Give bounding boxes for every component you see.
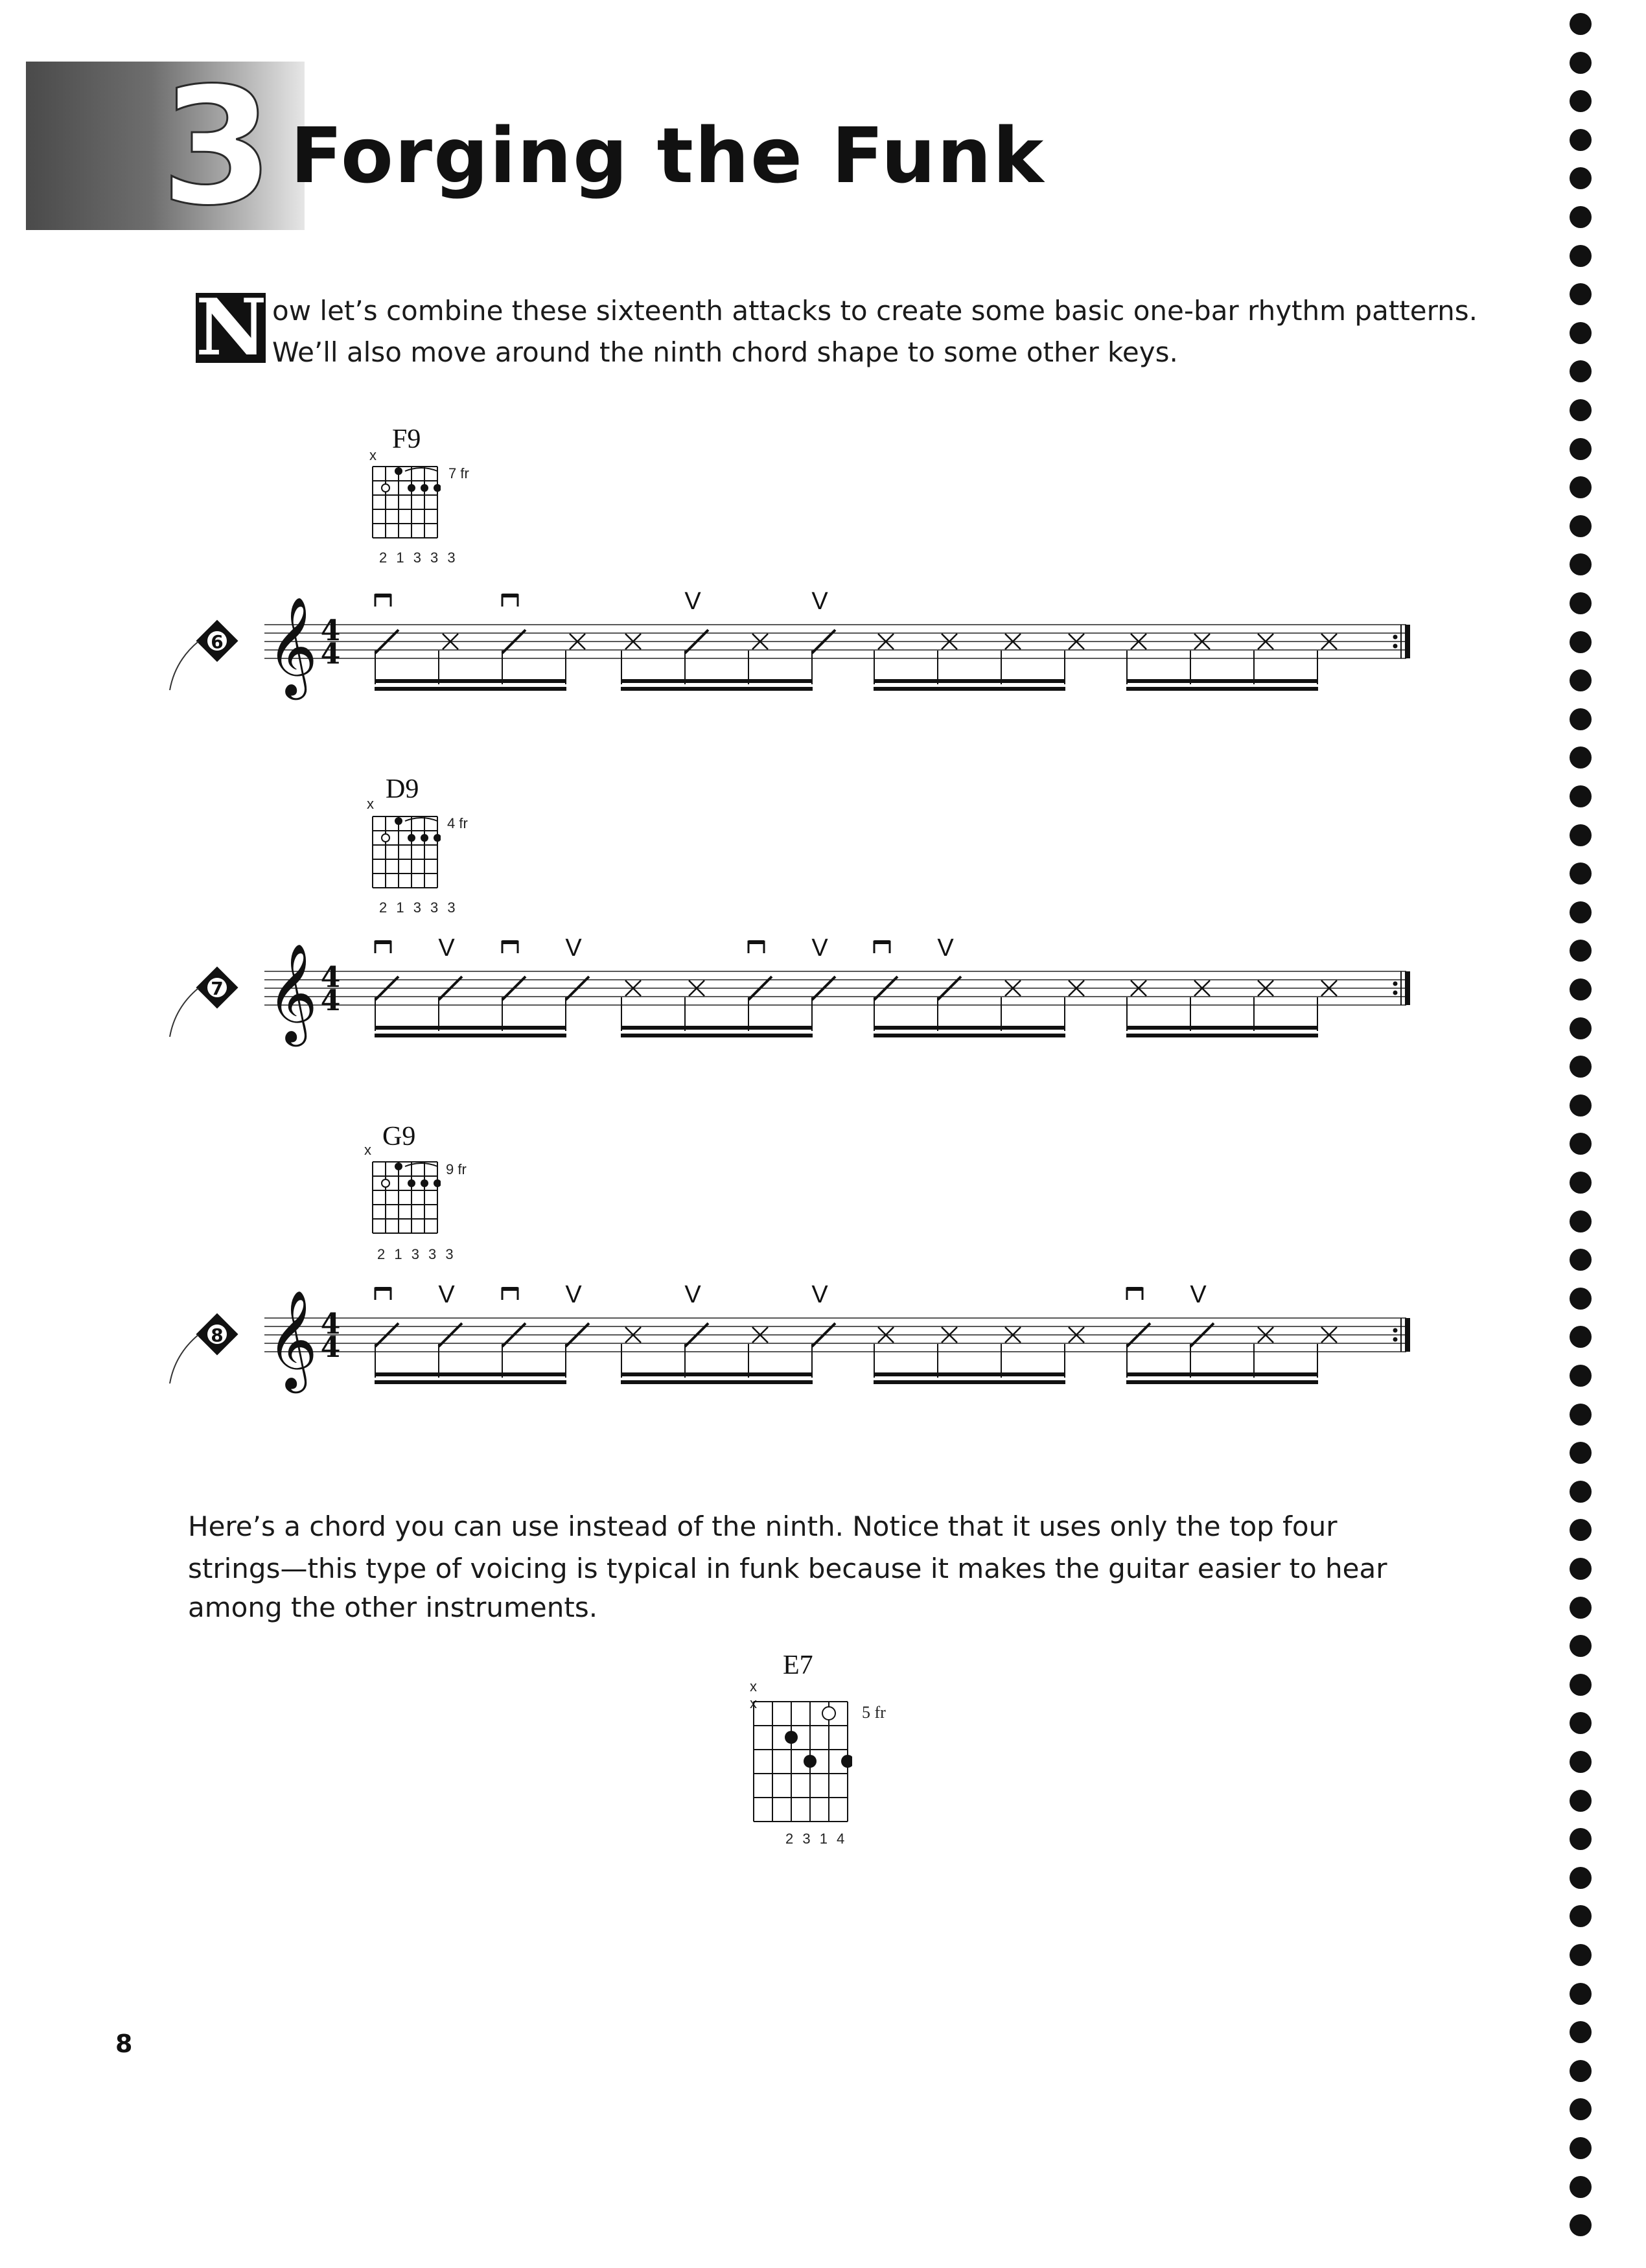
binding-hole	[1570, 1172, 1592, 1194]
spiral-binding	[1567, 13, 1603, 2262]
downstroke-mark	[502, 594, 518, 607]
binding-hole	[1570, 1983, 1592, 2005]
body-line-1: Here’s a chord you can use instead of the ninth. Notice that it uses only the top four	[188, 1510, 1338, 1542]
mute-mark: x	[369, 447, 377, 463]
rhythm-staff-example-8	[156, 1257, 1452, 1400]
sixteenth-beam	[375, 1026, 566, 1037]
binding-hole	[1570, 1790, 1592, 1812]
binding-hole	[1570, 1481, 1592, 1503]
binding-hole	[1570, 1210, 1592, 1232]
slash-note	[1190, 1323, 1214, 1378]
mute-marks: x x	[750, 1678, 759, 1711]
binding-hole	[1570, 901, 1592, 923]
time-signature-top: 4	[320, 614, 341, 647]
binding-hole	[1570, 13, 1592, 35]
binding-hole	[1570, 360, 1592, 382]
binding-hole	[1570, 1674, 1592, 1696]
slash-note	[685, 630, 708, 684]
binding-hole	[1570, 824, 1592, 846]
binding-hole	[1570, 167, 1592, 189]
downstroke-mark	[375, 940, 391, 953]
downstroke-mark	[1127, 1287, 1142, 1300]
binding-hole	[1570, 52, 1592, 74]
body-line-2: strings—this type of voicing is typical in funk because it makes the guitar easier to hear	[188, 1553, 1387, 1584]
example-number: 6	[211, 631, 224, 653]
binding-hole	[1570, 1597, 1592, 1619]
page-number: 8	[115, 2030, 133, 2058]
treble-clef: 𝄞	[267, 943, 318, 1043]
binding-hole	[1570, 1326, 1592, 1348]
slash-note	[566, 1323, 589, 1378]
svg-text:V: V	[811, 588, 828, 615]
binding-hole	[1570, 1094, 1592, 1117]
binding-hole	[1570, 1828, 1592, 1850]
svg-text:V: V	[811, 934, 828, 962]
binding-hole	[1570, 515, 1592, 537]
binding-hole	[1570, 2214, 1592, 2236]
slash-note	[375, 977, 399, 1031]
binding-hole	[1570, 862, 1592, 885]
binding-hole	[1570, 283, 1592, 305]
upstroke-mark	[438, 1281, 455, 1308]
svg-text:V: V	[937, 934, 954, 962]
slash-note	[502, 977, 526, 1031]
fingering-label: 2 1 3 3 3	[379, 550, 458, 566]
time-signature-top: 4	[320, 1308, 341, 1341]
chord-diagram-g9	[369, 1159, 441, 1249]
sixteenth-beam	[1126, 679, 1318, 691]
example-number-badge	[196, 966, 238, 1008]
example-number-badge	[196, 1313, 238, 1355]
binding-hole	[1570, 1249, 1592, 1271]
downstroke-mark	[375, 594, 391, 607]
svg-text:V: V	[565, 934, 582, 962]
binding-hole	[1570, 1751, 1592, 1773]
staff-lines	[264, 1318, 1406, 1352]
time-signature-top: 4	[320, 961, 341, 994]
svg-text:V: V	[684, 1281, 701, 1308]
mute-mark: x	[367, 796, 374, 812]
sixteenth-beam	[375, 679, 566, 691]
svg-text:V: V	[438, 1281, 455, 1308]
upstroke-mark	[565, 1281, 582, 1308]
upstroke-mark	[684, 588, 701, 615]
binding-hole	[1570, 1867, 1592, 1889]
fret-label: 9 fr	[446, 1161, 467, 1177]
chord-name-g9: G9	[382, 1122, 416, 1151]
fret-label: 5 fr	[862, 1703, 886, 1722]
binding-hole	[1570, 2176, 1592, 2198]
binding-hole	[1570, 746, 1592, 769]
slash-note	[812, 630, 835, 684]
slash-note	[375, 630, 399, 684]
example-number: 7	[211, 978, 224, 999]
fret-label: 4 fr	[447, 815, 468, 831]
staff-lines	[264, 971, 1406, 1005]
binding-hole	[1570, 1712, 1592, 1734]
upstroke-mark	[565, 934, 582, 962]
binding-hole	[1570, 1558, 1592, 1580]
sixteenth-beam	[874, 1026, 1065, 1037]
binding-hole	[1570, 940, 1592, 962]
chapter-title: Forging the Funk	[290, 111, 1045, 200]
binding-hole	[1570, 1365, 1592, 1387]
slash-note	[685, 1323, 708, 1378]
slash-note	[874, 977, 898, 1031]
svg-text:V: V	[1190, 1281, 1207, 1308]
sixteenth-beam	[621, 679, 813, 691]
upstroke-mark	[811, 934, 828, 962]
time-signature-bottom: 4	[320, 984, 341, 1017]
slash-note	[502, 630, 526, 684]
binding-hole	[1570, 785, 1592, 807]
binding-hole	[1570, 1133, 1592, 1155]
treble-clef: 𝄞	[267, 596, 318, 696]
binding-hole	[1570, 476, 1592, 498]
sixteenth-beam	[375, 1372, 566, 1384]
sixteenth-beam	[874, 1372, 1065, 1384]
chapter-number: 3	[161, 52, 273, 241]
downstroke-mark	[502, 1287, 518, 1300]
binding-hole	[1570, 1017, 1592, 1039]
fingering-label: 2 3 1 4	[785, 1831, 848, 1847]
binding-hole	[1570, 631, 1592, 653]
binding-hole	[1570, 1635, 1592, 1657]
binding-hole	[1570, 1905, 1592, 1927]
sixteenth-beam	[1126, 1372, 1318, 1384]
sixteenth-beam	[621, 1372, 813, 1384]
slash-note	[748, 977, 772, 1031]
binding-hole	[1570, 2137, 1592, 2159]
bracket-mark	[170, 642, 198, 690]
rhythm-staff-example-7	[156, 910, 1452, 1053]
chord-name-e7: E7	[783, 1650, 813, 1680]
binding-hole	[1570, 1442, 1592, 1464]
slash-note	[439, 1323, 462, 1378]
binding-hole	[1570, 669, 1592, 691]
binding-hole	[1570, 1404, 1592, 1426]
svg-text:V: V	[565, 1281, 582, 1308]
time-signature-bottom: 4	[320, 1331, 341, 1364]
bracket-mark	[170, 1335, 198, 1383]
sixteenth-beam	[621, 1026, 813, 1037]
binding-hole	[1570, 129, 1592, 151]
binding-hole	[1570, 1056, 1592, 1078]
svg-text:V: V	[811, 1281, 828, 1308]
example-number-badge	[196, 619, 238, 662]
binding-hole	[1570, 2021, 1592, 2043]
binding-hole	[1570, 1944, 1592, 1966]
bracket-mark	[170, 988, 198, 1037]
binding-hole	[1570, 2060, 1592, 2082]
sixteenth-beam	[874, 679, 1065, 691]
slash-note	[1127, 1323, 1150, 1378]
mute-mark: x	[364, 1142, 371, 1158]
intro-line-2: We’ll also move around the ninth chord shape to some other keys.	[272, 336, 1178, 368]
chord-name-f9: F9	[392, 424, 421, 454]
binding-hole	[1570, 90, 1592, 112]
fingering-label: 2 1 3 3 3	[379, 899, 458, 916]
binding-hole	[1570, 245, 1592, 267]
slash-note	[439, 977, 462, 1031]
rhythm-staff-example-6	[156, 564, 1452, 706]
chord-name-d9: D9	[386, 774, 419, 804]
binding-hole	[1570, 438, 1592, 460]
staff-lines	[264, 625, 1406, 658]
upstroke-mark	[811, 588, 828, 615]
svg-text:V: V	[684, 588, 701, 615]
downstroke-mark	[874, 940, 890, 953]
upstroke-mark	[684, 1281, 701, 1308]
binding-hole	[1570, 978, 1592, 1001]
binding-hole	[1570, 553, 1592, 575]
upstroke-mark	[937, 934, 954, 962]
slash-note	[375, 1323, 399, 1378]
binding-hole	[1570, 206, 1592, 228]
example-number: 8	[211, 1325, 224, 1346]
upstroke-mark	[1190, 1281, 1207, 1308]
slash-note	[566, 977, 589, 1031]
chord-diagram-f9	[369, 463, 441, 554]
svg-text:V: V	[438, 934, 455, 962]
slash-note	[812, 977, 835, 1031]
slash-note	[812, 1323, 835, 1378]
binding-hole	[1570, 1519, 1592, 1541]
binding-hole	[1570, 708, 1592, 730]
intro-line-1: ow let’s combine these sixteenth attacks to create some basic one-bar rhythm patterns.	[272, 295, 1478, 327]
upstroke-mark	[811, 1281, 828, 1308]
binding-hole	[1570, 592, 1592, 614]
sixteenth-beam	[1126, 1026, 1318, 1037]
treble-clef: 𝄞	[267, 1290, 318, 1389]
slash-note	[938, 977, 961, 1031]
binding-hole	[1570, 399, 1592, 421]
time-signature-bottom: 4	[320, 638, 341, 671]
downstroke-mark	[502, 940, 518, 953]
body-line-3: among the other instruments.	[188, 1591, 598, 1623]
fingering-label: 2 1 3 3 3	[377, 1246, 456, 1262]
binding-hole	[1570, 2098, 1592, 2120]
downstroke-mark	[748, 940, 764, 953]
binding-hole	[1570, 322, 1592, 344]
binding-hole	[1570, 1288, 1592, 1310]
chord-diagram-e7	[748, 1696, 852, 1833]
fret-label: 7 fr	[448, 465, 469, 481]
slash-note	[502, 1323, 526, 1378]
upstroke-mark	[438, 934, 455, 962]
chord-diagram-d9	[369, 813, 441, 904]
downstroke-mark	[375, 1287, 391, 1300]
drop-cap: N	[196, 282, 267, 373]
